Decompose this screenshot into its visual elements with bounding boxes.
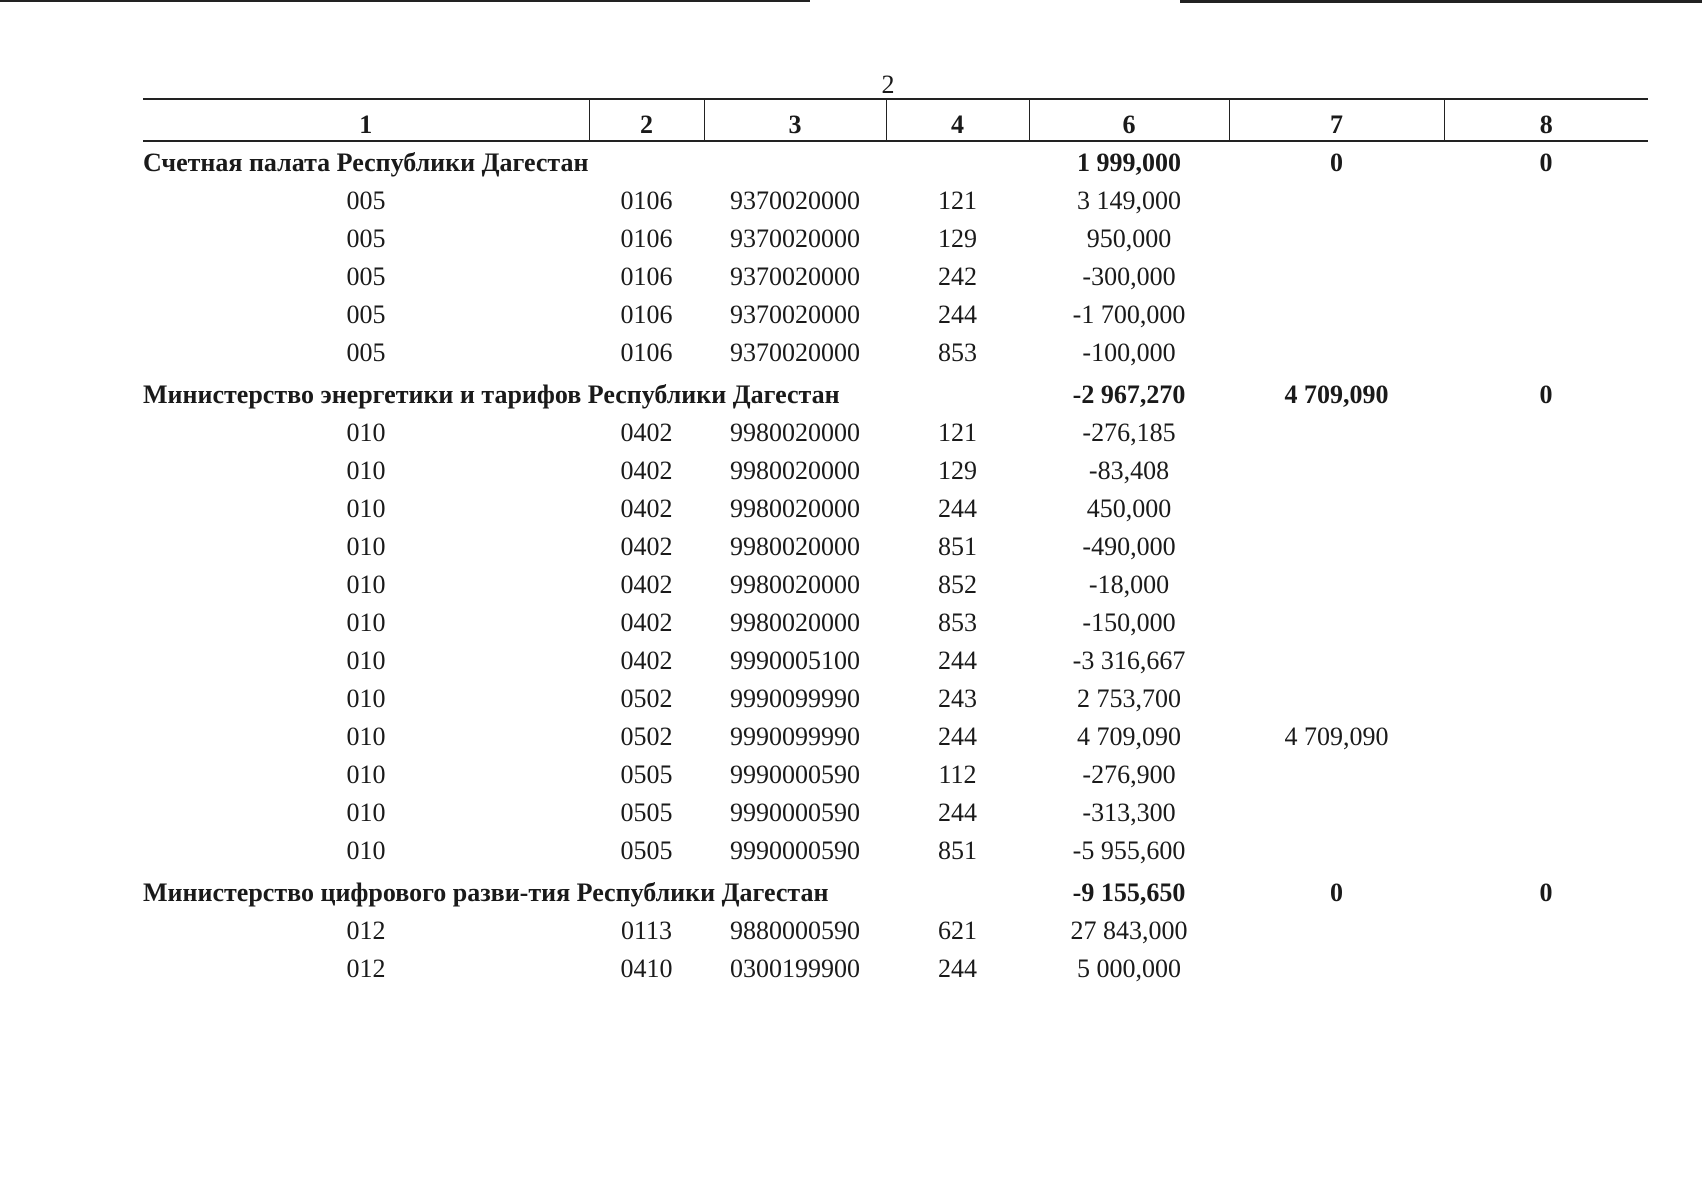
organization-row [143, 872, 1648, 914]
table-row [143, 952, 1648, 990]
amount-col7 [1229, 298, 1444, 336]
organization-total-col6: -9 155,650 [1072, 878, 1186, 907]
ministry-code: 012 [346, 954, 386, 983]
ministry-code: 010 [346, 722, 386, 751]
expense-type-code: 121 [938, 186, 977, 215]
table-row [143, 336, 1648, 374]
expense-type-code: 129 [938, 224, 977, 253]
ministry-code: 010 [346, 532, 386, 561]
ministry-code: 010 [346, 760, 386, 789]
target-article-code: 9990099990 [730, 722, 860, 751]
section-code: 0106 [620, 338, 673, 367]
table-row [143, 914, 1648, 952]
organization-name: Счетная палата Республики Дагестан [143, 148, 589, 177]
ministry-code: 010 [346, 646, 386, 675]
target-article-code: 9370020000 [730, 224, 860, 253]
amount-col6: 450,000 [1086, 494, 1172, 523]
amount-col7 [1229, 222, 1444, 260]
section-code: 0410 [620, 954, 673, 983]
header-row [143, 99, 1648, 141]
amount-col7 [1229, 454, 1444, 492]
table-row [143, 682, 1648, 720]
budget-table-container [143, 98, 1648, 990]
amount-col8 [1444, 492, 1648, 530]
amount-col6: -300,000 [1082, 262, 1176, 291]
section-code: 0502 [620, 684, 673, 713]
section-code: 0402 [620, 456, 673, 485]
ministry-code: 005 [346, 338, 386, 367]
target-article-code: 9880000590 [730, 916, 860, 945]
table-row [143, 834, 1648, 872]
amount-col7 [1229, 184, 1444, 222]
column-header: 1 [143, 99, 589, 141]
section-code: 0113 [620, 916, 673, 945]
table-row [143, 260, 1648, 298]
table-row [143, 298, 1648, 336]
amount-col6: 2 753,700 [1077, 684, 1181, 713]
amount-col7 [1229, 606, 1444, 644]
expense-type-code: 851 [938, 836, 977, 865]
amount-col8 [1444, 336, 1648, 374]
amount-col6: -490,000 [1082, 532, 1176, 561]
amount-col7 [1229, 834, 1444, 872]
organization-total-col6: 1 999,000 [1077, 148, 1181, 177]
section-code: 0402 [620, 532, 673, 561]
expense-type-code: 112 [938, 760, 977, 789]
scan-edge-left [0, 0, 810, 2]
section-code: 0106 [620, 300, 673, 329]
amount-col7 [1229, 336, 1444, 374]
amount-col8 [1444, 568, 1648, 606]
amount-col8 [1444, 530, 1648, 568]
amount-col7 [1229, 530, 1444, 568]
table-body [143, 141, 1648, 990]
ministry-code: 010 [346, 798, 386, 827]
amount-col8 [1444, 184, 1648, 222]
organization-total-col6: -2 967,270 [1072, 380, 1186, 409]
organization-total-col7: 0 [1330, 148, 1343, 177]
column-header: 3 [704, 99, 886, 141]
column-header: 4 [886, 99, 1029, 141]
expense-type-code: 853 [938, 608, 977, 637]
amount-col6: -313,300 [1082, 798, 1176, 827]
table-row [143, 454, 1648, 492]
amount-col8 [1444, 298, 1648, 336]
amount-col8 [1444, 834, 1648, 872]
target-article-code: 9370020000 [730, 338, 860, 367]
table-row [143, 530, 1648, 568]
amount-col8 [1444, 222, 1648, 260]
amount-col7 [1229, 796, 1444, 834]
section-code: 0505 [620, 760, 673, 789]
table-row [143, 796, 1648, 834]
table-row [143, 758, 1648, 796]
ministry-code: 005 [346, 186, 386, 215]
page-number: 2 [881, 70, 895, 99]
table-header [143, 99, 1648, 141]
section-code: 0402 [620, 494, 673, 523]
amount-col6: 27 843,000 [1070, 916, 1188, 945]
organization-row [143, 374, 1648, 416]
column-header: 2 [589, 99, 704, 141]
expense-type-code: 244 [938, 954, 977, 983]
table-row [143, 416, 1648, 454]
amount-col8 [1444, 720, 1648, 758]
ministry-code: 005 [346, 224, 386, 253]
amount-col7 [1229, 682, 1444, 720]
expense-type-code: 853 [938, 338, 977, 367]
section-code: 0106 [620, 262, 673, 291]
target-article-code: 9980020000 [730, 532, 860, 561]
section-code: 0502 [620, 722, 673, 751]
amount-col7 [1229, 758, 1444, 796]
expense-type-code: 851 [938, 532, 977, 561]
expense-type-code: 244 [938, 798, 977, 827]
organization-total-col7: 4 709,090 [1284, 380, 1389, 409]
amount-col8 [1444, 644, 1648, 682]
amount-col8 [1444, 606, 1648, 644]
expense-type-code: 121 [938, 418, 977, 447]
ministry-code: 010 [346, 570, 386, 599]
organization-total-col7: 0 [1330, 878, 1343, 907]
column-header: 7 [1229, 99, 1444, 141]
amount-col6: -150,000 [1082, 608, 1176, 637]
expense-type-code: 129 [938, 456, 977, 485]
target-article-code: 9980020000 [730, 570, 860, 599]
amount-col7 [1229, 644, 1444, 682]
amount-col8 [1444, 914, 1648, 952]
expense-type-code: 244 [938, 722, 977, 751]
ministry-code: 010 [346, 836, 386, 865]
table-row [143, 184, 1648, 222]
amount-col8 [1444, 454, 1648, 492]
amount-col8 [1444, 952, 1648, 990]
amount-col6: -1 700,000 [1072, 300, 1186, 329]
amount-col8 [1444, 416, 1648, 454]
amount-col6: -5 955,600 [1072, 836, 1186, 865]
section-code: 0106 [620, 186, 673, 215]
amount-col7 [1229, 568, 1444, 606]
target-article-code: 9980020000 [730, 418, 860, 447]
target-article-code: 9370020000 [730, 300, 860, 329]
section-code: 0402 [620, 608, 673, 637]
amount-col6: 4 709,090 [1077, 722, 1181, 751]
amount-col7: 4 709,090 [1284, 722, 1389, 751]
ministry-code: 010 [346, 608, 386, 637]
expense-type-code: 621 [938, 916, 977, 945]
target-article-code: 9990000590 [730, 760, 860, 789]
table-row [143, 720, 1648, 758]
amount-col7 [1229, 260, 1444, 298]
target-article-code: 9370020000 [730, 262, 860, 291]
amount-col8 [1444, 682, 1648, 720]
expense-type-code: 244 [938, 300, 977, 329]
organization-row [143, 141, 1648, 184]
expense-type-code: 852 [938, 570, 977, 599]
expense-type-code: 244 [938, 646, 977, 675]
expense-type-code: 242 [938, 262, 977, 291]
ministry-code: 010 [346, 684, 386, 713]
target-article-code: 9980020000 [730, 608, 860, 637]
organization-total-col8: 0 [1539, 878, 1553, 907]
expense-type-code: 243 [938, 684, 977, 713]
section-code: 0505 [620, 836, 673, 865]
section-code: 0106 [620, 224, 673, 253]
organization-name: Министерство цифрового разви-тия Республики Дагестан [143, 878, 829, 907]
amount-col6: -18,000 [1088, 570, 1170, 599]
amount-col6: -83,408 [1088, 456, 1170, 485]
target-article-code: 9990005100 [730, 646, 860, 675]
budget-table [143, 98, 1648, 990]
target-article-code: 9980020000 [730, 456, 860, 485]
target-article-code: 9990000590 [730, 798, 860, 827]
section-code: 0402 [620, 646, 673, 675]
section-code: 0505 [620, 798, 673, 827]
table-row [143, 568, 1648, 606]
organization-total-col8: 0 [1539, 148, 1553, 177]
amount-col6: -100,000 [1082, 338, 1176, 367]
ministry-code: 010 [346, 456, 386, 485]
scan-edge-right [1180, 0, 1702, 3]
amount-col7 [1229, 416, 1444, 454]
expense-type-code: 244 [938, 494, 977, 523]
section-code: 0402 [620, 570, 673, 599]
amount-col6: 950,000 [1086, 224, 1172, 253]
amount-col6: -3 316,667 [1072, 646, 1186, 675]
ministry-code: 010 [346, 418, 386, 447]
amount-col7 [1229, 952, 1444, 990]
target-article-code: 9990000590 [730, 836, 860, 865]
amount-col8 [1444, 758, 1648, 796]
organization-name: Министерство энергетики и тарифов Республики Дагестан [143, 380, 840, 409]
ministry-code: 010 [346, 494, 386, 523]
section-code: 0402 [620, 418, 673, 447]
table-row [143, 606, 1648, 644]
target-article-code: 9980020000 [730, 494, 860, 523]
amount-col8 [1444, 260, 1648, 298]
amount-col6: -276,900 [1082, 760, 1176, 789]
amount-col7 [1229, 492, 1444, 530]
target-article-code: 0300199900 [730, 954, 860, 983]
amount-col6: 5 000,000 [1077, 954, 1181, 983]
ministry-code: 012 [346, 916, 386, 945]
target-article-code: 9370020000 [730, 186, 860, 215]
column-header: 8 [1444, 99, 1648, 141]
table-row [143, 222, 1648, 260]
amount-col8 [1444, 796, 1648, 834]
amount-col6: 3 149,000 [1077, 186, 1181, 215]
ministry-code: 005 [346, 262, 386, 291]
table-row [143, 644, 1648, 682]
organization-total-col8: 0 [1539, 380, 1553, 409]
amount-col7 [1229, 914, 1444, 952]
target-article-code: 9990099990 [730, 684, 860, 713]
table-row [143, 492, 1648, 530]
amount-col6: -276,185 [1082, 418, 1176, 447]
column-header: 6 [1029, 99, 1229, 141]
ministry-code: 005 [346, 300, 386, 329]
